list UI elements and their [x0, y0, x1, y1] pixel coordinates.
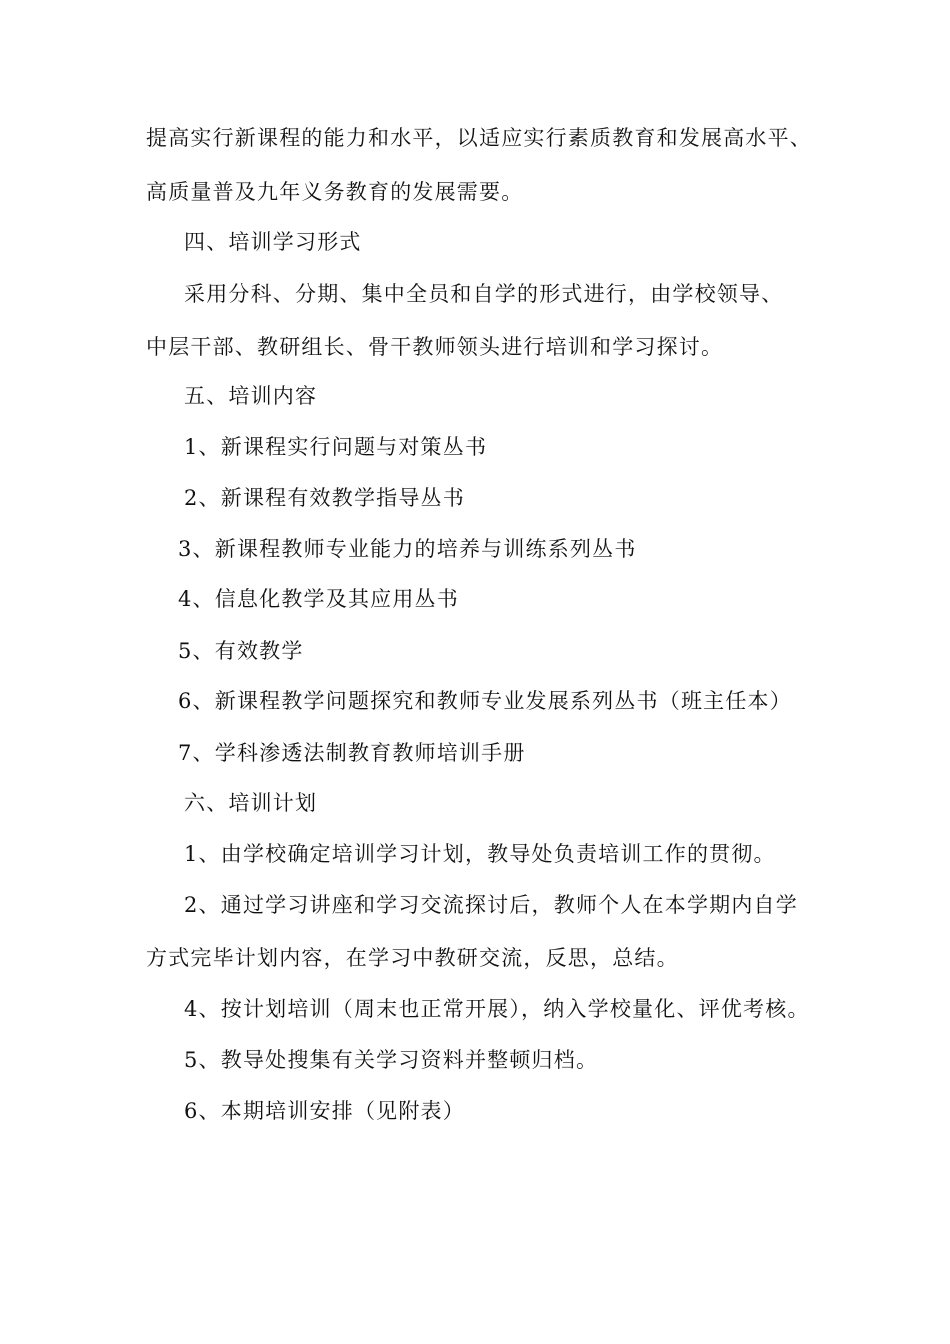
list-item: 1、由学校确定培训学习计划，教导处负责培训工作的贯彻。: [184, 842, 776, 866]
body-text-line: 采用分科、分期、集中全员和自学的形式进行，由学校领导、: [184, 282, 784, 306]
list-item: 4、信息化教学及其应用丛书: [178, 587, 459, 611]
section-heading: 六、培训计划: [184, 791, 318, 815]
list-item: 1、新课程实行问题与对策丛书: [184, 435, 488, 459]
list-item: 5、有效教学: [178, 639, 304, 663]
body-text-line: 中层干部、教研组长、骨干教师领头进行培训和学习探讨。: [146, 335, 724, 359]
body-text-line: 高质量普及九年义务教育的发展需要。: [146, 180, 524, 204]
body-text-line: 提高实行新课程的能力和水平，以适应实行素质教育和发展高水平、: [146, 126, 812, 150]
list-item: 3、新课程教师专业能力的培养与训练系列丛书: [178, 537, 637, 561]
body-text-line: 方式完毕计划内容，在学习中教研交流，反思，总结。: [146, 946, 679, 970]
list-item: 6、本期培训安排（见附表）: [184, 1099, 465, 1123]
list-item: 4、按计划培训（周末也正常开展），纳入学校量化、评优考核。: [184, 997, 810, 1021]
list-item: 7、学科渗透法制教育教师培训手册: [178, 741, 526, 765]
section-heading: 五、培训内容: [184, 384, 318, 408]
list-item: 6、新课程教学问题探究和教师专业发展系列丛书（班主任本）: [178, 689, 792, 713]
section-heading: 四、培训学习形式: [184, 230, 362, 254]
list-item: 2、通过学习讲座和学习交流探讨后，教师个人在本学期内自学: [184, 893, 798, 917]
list-item: 5、教导处搜集有关学习资料并整顿归档。: [184, 1048, 599, 1072]
list-item: 2、新课程有效教学指导丛书: [184, 486, 465, 510]
